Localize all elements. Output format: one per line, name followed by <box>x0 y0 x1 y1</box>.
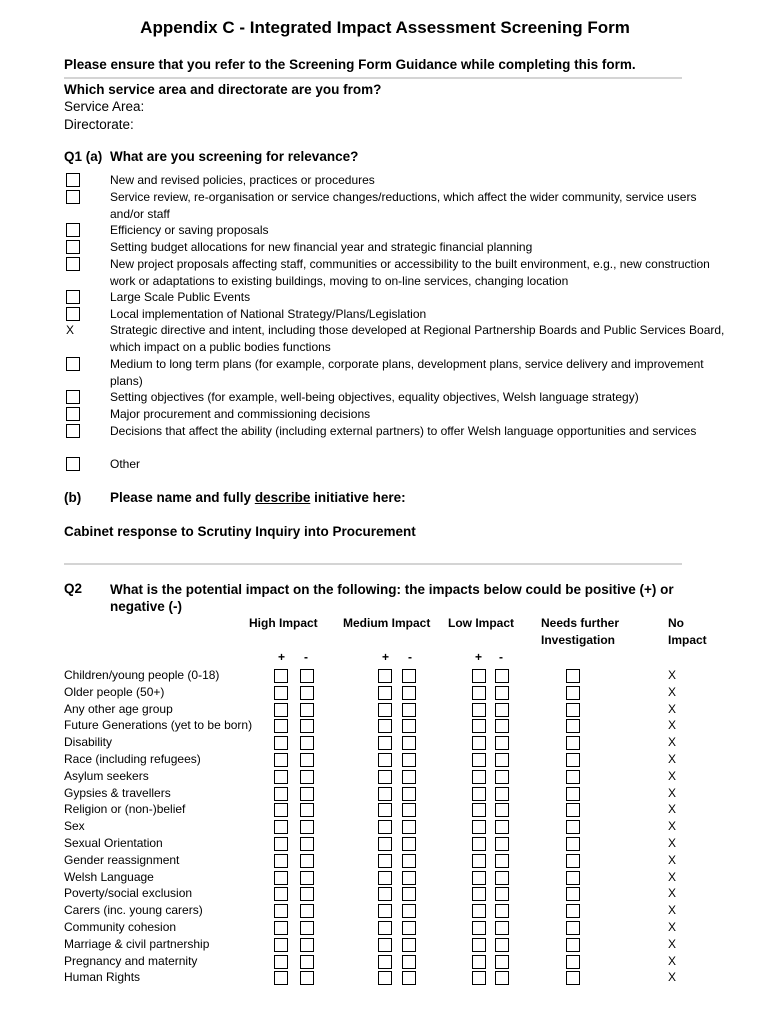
needs-investigation-checkbox[interactable] <box>566 736 580 750</box>
low-minus-checkbox[interactable] <box>495 938 509 952</box>
medium-plus-checkbox[interactable] <box>378 753 392 767</box>
high-plus-checkbox[interactable] <box>274 837 288 851</box>
low-minus-checkbox[interactable] <box>495 871 509 885</box>
impact-row-label: Asylum seekers <box>64 768 149 783</box>
low-minus-checkbox[interactable] <box>495 736 509 750</box>
high-plus-checkbox[interactable] <box>274 904 288 918</box>
q1-option-checkbox[interactable] <box>66 190 80 204</box>
low-plus-checkbox[interactable] <box>472 803 486 817</box>
medium-minus-checkbox[interactable] <box>402 904 416 918</box>
low-plus-header: + <box>475 650 483 664</box>
low-plus-checkbox[interactable] <box>472 904 486 918</box>
q1-option-label: New project proposals affecting staff, communities or accessibility to the built environment, e.g., new construction work or adaptations to existing buildings, moving to on-line services, changing location <box>110 257 710 288</box>
low-plus-checkbox[interactable] <box>472 719 486 733</box>
low-plus-checkbox[interactable] <box>472 753 486 767</box>
needs-investigation-checkbox[interactable] <box>566 955 580 969</box>
q1-number: Q1 (a) <box>64 149 103 164</box>
col-needs-line2: Investigation <box>541 633 616 647</box>
low-plus-checkbox[interactable] <box>472 820 486 834</box>
low-plus-checkbox[interactable] <box>472 887 486 901</box>
high-plus-checkbox[interactable] <box>274 703 288 717</box>
medium-plus-checkbox[interactable] <box>378 703 392 717</box>
q1-question: What are you screening for relevance? <box>110 149 359 164</box>
no-impact-mark[interactable]: X <box>668 953 677 968</box>
needs-investigation-checkbox[interactable] <box>566 871 580 885</box>
low-plus-checkbox[interactable] <box>472 955 486 969</box>
impact-row-label: Welsh Language <box>64 869 154 884</box>
q2-question: What is the potential impact on the following: the impacts below could be positive (+) or negative (-) <box>110 582 674 614</box>
low-plus-checkbox[interactable] <box>472 871 486 885</box>
no-impact-mark[interactable]: X <box>668 735 677 750</box>
medium-plus-checkbox[interactable] <box>378 904 392 918</box>
high-minus-checkbox[interactable] <box>300 837 314 851</box>
needs-investigation-checkbox[interactable] <box>566 971 580 985</box>
medium-minus-checkbox[interactable] <box>402 938 416 952</box>
medium-plus-checkbox[interactable] <box>378 770 392 784</box>
initiative-name[interactable]: Cabinet response to Scrutiny Inquiry into Procurement <box>64 524 416 539</box>
high-plus-checkbox[interactable] <box>274 887 288 901</box>
needs-investigation-checkbox[interactable] <box>566 803 580 817</box>
impact-row-label: Human Rights <box>64 970 141 985</box>
q1b-question-pre: Please name and fully <box>110 490 255 505</box>
no-impact-mark[interactable]: X <box>668 819 677 834</box>
high-plus-checkbox[interactable] <box>274 921 288 935</box>
no-impact-mark[interactable]: X <box>668 869 677 884</box>
medium-minus-header: - <box>408 650 412 664</box>
col-no-line2: Impact <box>668 633 707 647</box>
low-plus-checkbox[interactable] <box>472 921 486 935</box>
low-plus-checkbox[interactable] <box>472 854 486 868</box>
needs-investigation-checkbox[interactable] <box>566 719 580 733</box>
low-plus-checkbox[interactable] <box>472 703 486 717</box>
impact-row-label: Marriage & civil partnership <box>64 936 210 951</box>
impact-row-label: Gypsies & travellers <box>64 785 171 800</box>
medium-plus-checkbox[interactable] <box>378 669 392 683</box>
needs-investigation-checkbox[interactable] <box>566 820 580 834</box>
col-low-impact: Low Impact <box>448 616 515 630</box>
high-minus-header: - <box>304 650 308 664</box>
medium-plus-header: + <box>382 650 390 664</box>
q1b-question-post: initiative here: <box>310 490 406 505</box>
low-minus-checkbox[interactable] <box>495 820 509 834</box>
medium-plus-checkbox[interactable] <box>378 921 392 935</box>
q1-option-checkbox[interactable] <box>66 257 80 271</box>
medium-minus-checkbox[interactable] <box>402 753 416 767</box>
directorate-label[interactable]: Directorate: <box>64 117 134 132</box>
no-impact-mark[interactable]: X <box>668 718 677 733</box>
high-plus-header: + <box>278 650 286 664</box>
medium-plus-checkbox[interactable] <box>378 887 392 901</box>
no-impact-mark[interactable]: X <box>668 701 677 716</box>
medium-minus-checkbox[interactable] <box>402 770 416 784</box>
q1-option-checkbox[interactable] <box>66 424 80 438</box>
high-minus-checkbox[interactable] <box>300 871 314 885</box>
needs-investigation-checkbox[interactable] <box>566 904 580 918</box>
q1-option-label: Decisions that affect the ability (including external partners) to offer Welsh language opportunities and services <box>110 424 697 438</box>
q1-option-label: Local implementation of National Strategy/Plans/Legislation <box>110 307 427 321</box>
no-impact-mark[interactable]: X <box>668 802 677 817</box>
q1-option-checkbox[interactable] <box>66 457 80 471</box>
needs-investigation-checkbox[interactable] <box>566 854 580 868</box>
high-minus-checkbox[interactable] <box>300 921 314 935</box>
medium-minus-checkbox[interactable] <box>402 921 416 935</box>
low-plus-checkbox[interactable] <box>472 938 486 952</box>
no-impact-mark[interactable]: X <box>668 920 677 934</box>
service-question: Which service area and directorate are you from? <box>64 82 382 97</box>
low-minus-checkbox[interactable] <box>495 669 509 683</box>
no-impact-mark[interactable]: X <box>668 936 677 951</box>
high-minus-checkbox[interactable] <box>300 787 314 801</box>
medium-plus-checkbox[interactable] <box>378 736 392 750</box>
medium-minus-checkbox[interactable] <box>402 854 416 868</box>
impact-row-label: Race (including refugees) <box>64 752 201 766</box>
q1-option-checkbox[interactable] <box>66 173 80 187</box>
low-minus-checkbox[interactable] <box>495 921 509 935</box>
impact-row-label: Gender reassignment <box>64 852 180 867</box>
low-plus-checkbox[interactable] <box>472 837 486 851</box>
divider-top <box>64 77 682 79</box>
low-minus-checkbox[interactable] <box>495 955 509 969</box>
high-plus-checkbox[interactable] <box>274 753 288 767</box>
impact-row-label: Sexual Orientation <box>64 836 163 850</box>
no-impact-mark[interactable]: X <box>668 684 677 699</box>
high-minus-checkbox[interactable] <box>300 904 314 918</box>
q1b-question-underlined: describe <box>254 490 311 505</box>
impact-row-label: Poverty/social exclusion <box>64 886 193 901</box>
impact-row-label: Disability <box>64 735 113 750</box>
needs-investigation-checkbox[interactable] <box>566 787 580 801</box>
impact-row-label: Community cohesion <box>64 920 177 934</box>
low-minus-checkbox[interactable] <box>495 719 509 733</box>
needs-investigation-checkbox[interactable] <box>566 669 580 683</box>
low-minus-checkbox[interactable] <box>495 803 509 817</box>
q1-option-label: Setting objectives (for example, well-being objectives, equality objectives, Welsh language strategy) <box>110 390 639 404</box>
high-plus-checkbox[interactable] <box>274 787 288 801</box>
needs-investigation-checkbox[interactable] <box>566 837 580 851</box>
high-plus-checkbox[interactable] <box>274 669 288 683</box>
low-plus-checkbox[interactable] <box>472 686 486 700</box>
q1b-number: (b) <box>64 490 82 505</box>
low-minus-checkbox[interactable] <box>495 703 509 717</box>
high-plus-checkbox[interactable] <box>274 955 288 969</box>
medium-plus-checkbox[interactable] <box>378 955 392 969</box>
q2-number: Q2 <box>64 581 83 596</box>
q1-option-label: Major procurement and commissioning decisions <box>110 407 371 421</box>
high-minus-checkbox[interactable] <box>300 770 314 784</box>
needs-investigation-checkbox[interactable] <box>566 753 580 767</box>
medium-plus-checkbox[interactable] <box>378 719 392 733</box>
medium-plus-checkbox[interactable] <box>378 971 392 985</box>
needs-investigation-checkbox[interactable] <box>566 938 580 952</box>
col-needs-line1: Needs further <box>541 616 620 630</box>
low-minus-checkbox[interactable] <box>495 887 509 901</box>
impact-row-label: Carers (inc. young carers) <box>64 903 203 918</box>
low-minus-checkbox[interactable] <box>495 971 509 985</box>
medium-minus-checkbox[interactable] <box>402 955 416 969</box>
service-area-label[interactable]: Service Area: <box>64 99 145 114</box>
low-minus-checkbox[interactable] <box>495 787 509 801</box>
high-plus-checkbox[interactable] <box>274 854 288 868</box>
low-minus-checkbox[interactable] <box>495 904 509 918</box>
impact-row-label: Religion or (non-)belief <box>64 802 186 817</box>
q1-option-label: Other <box>110 457 141 471</box>
high-plus-checkbox[interactable] <box>274 971 288 985</box>
low-minus-checkbox[interactable] <box>495 770 509 784</box>
q1-option-checkbox[interactable] <box>66 307 80 321</box>
low-plus-checkbox[interactable] <box>472 770 486 784</box>
col-no-line1: No <box>668 616 684 630</box>
low-plus-checkbox[interactable] <box>472 669 486 683</box>
high-minus-checkbox[interactable] <box>300 854 314 868</box>
medium-minus-checkbox[interactable] <box>402 887 416 901</box>
impact-row-label: Children/young people (0-18) <box>64 668 220 682</box>
no-impact-mark[interactable]: X <box>668 903 677 918</box>
impact-row-label: Older people (50+) <box>64 684 165 699</box>
medium-plus-checkbox[interactable] <box>378 837 392 851</box>
no-impact-mark[interactable]: X <box>668 752 677 766</box>
medium-minus-checkbox[interactable] <box>402 787 416 801</box>
medium-minus-checkbox[interactable] <box>402 686 416 700</box>
high-minus-checkbox[interactable] <box>300 887 314 901</box>
medium-minus-checkbox[interactable] <box>402 971 416 985</box>
low-plus-checkbox[interactable] <box>472 736 486 750</box>
q1-option-checkbox[interactable] <box>66 223 80 237</box>
q1-option-checkbox[interactable] <box>66 357 80 371</box>
divider-initiative <box>64 563 682 565</box>
impact-row-label: Future Generations (yet to be born) <box>64 718 253 733</box>
high-plus-checkbox[interactable] <box>274 871 288 885</box>
no-impact-mark[interactable]: X <box>668 668 677 682</box>
col-medium-impact: Medium Impact <box>343 616 431 630</box>
impact-row-label: Pregnancy and maternity <box>64 953 198 968</box>
low-minus-checkbox[interactable] <box>495 854 509 868</box>
high-plus-checkbox[interactable] <box>274 686 288 700</box>
high-minus-checkbox[interactable] <box>300 719 314 733</box>
medium-plus-checkbox[interactable] <box>378 938 392 952</box>
low-plus-checkbox[interactable] <box>472 787 486 801</box>
high-plus-checkbox[interactable] <box>274 938 288 952</box>
guidance-instruction: Please ensure that you refer to the Screening Form Guidance while completing this form. <box>64 57 636 72</box>
q1-option-checkbox[interactable] <box>66 290 80 304</box>
medium-plus-checkbox[interactable] <box>378 871 392 885</box>
low-minus-checkbox[interactable] <box>495 686 509 700</box>
q1-option-checkmark[interactable]: X <box>66 323 75 337</box>
no-impact-mark[interactable]: X <box>668 852 677 867</box>
medium-minus-checkbox[interactable] <box>402 803 416 817</box>
q1-option-label: Efficiency or saving proposals <box>110 223 269 237</box>
no-impact-mark[interactable]: X <box>668 886 677 901</box>
high-minus-checkbox[interactable] <box>300 753 314 767</box>
medium-plus-checkbox[interactable] <box>378 803 392 817</box>
needs-investigation-checkbox[interactable] <box>566 887 580 901</box>
medium-minus-checkbox[interactable] <box>402 736 416 750</box>
high-plus-checkbox[interactable] <box>274 770 288 784</box>
q1-option-label: Setting budget allocations for new financial year and strategic financial planning <box>110 240 533 254</box>
high-minus-checkbox[interactable] <box>300 686 314 700</box>
no-impact-mark[interactable]: X <box>668 768 677 783</box>
medium-minus-checkbox[interactable] <box>402 669 416 683</box>
high-minus-checkbox[interactable] <box>300 703 314 717</box>
high-minus-checkbox[interactable] <box>300 803 314 817</box>
impact-row-label: Any other age group <box>64 701 173 716</box>
q1-option-checkbox[interactable] <box>66 407 80 421</box>
medium-minus-checkbox[interactable] <box>402 703 416 717</box>
low-minus-checkbox[interactable] <box>495 753 509 767</box>
medium-plus-checkbox[interactable] <box>378 820 392 834</box>
high-minus-checkbox[interactable] <box>300 736 314 750</box>
needs-investigation-checkbox[interactable] <box>566 703 580 717</box>
q1-option-label: New and revised policies, practices or procedures <box>110 173 375 187</box>
q1-option-label: Large Scale Public Events <box>110 290 251 304</box>
col-needs-investigation <box>541 615 619 649</box>
medium-plus-checkbox[interactable] <box>378 686 392 700</box>
high-minus-checkbox[interactable] <box>300 669 314 683</box>
medium-minus-checkbox[interactable] <box>402 820 416 834</box>
medium-plus-checkbox[interactable] <box>378 854 392 868</box>
q1-option-checkbox[interactable] <box>66 240 80 254</box>
low-plus-checkbox[interactable] <box>472 971 486 985</box>
q1-option-label: Strategic directive and intent, including those developed at Regional Partnership Boards and Public Services Board, which impact on a public bodies functions <box>110 323 725 354</box>
high-minus-checkbox[interactable] <box>300 955 314 969</box>
low-minus-header: - <box>499 650 503 664</box>
no-impact-mark[interactable]: X <box>668 785 677 800</box>
needs-investigation-checkbox[interactable] <box>566 686 580 700</box>
medium-minus-checkbox[interactable] <box>402 871 416 885</box>
no-impact-mark[interactable]: X <box>668 970 677 985</box>
high-minus-checkbox[interactable] <box>300 971 314 985</box>
high-plus-checkbox[interactable] <box>274 820 288 834</box>
high-plus-checkbox[interactable] <box>274 719 288 733</box>
col-high-impact: High Impact <box>249 616 318 630</box>
needs-investigation-checkbox[interactable] <box>566 770 580 784</box>
q1-option-label: Service review, re-organisation or service changes/reductions, which affect the wider community, service users and/or staff <box>110 190 697 221</box>
high-minus-checkbox[interactable] <box>300 938 314 952</box>
medium-minus-checkbox[interactable] <box>402 837 416 851</box>
q1b-question <box>110 490 406 505</box>
medium-minus-checkbox[interactable] <box>402 719 416 733</box>
form-title: Appendix C - Integrated Impact Assessment Screening Form <box>140 18 630 37</box>
q1-option-label: Medium to long term plans (for example, corporate plans, development plans, service delivery and improvement plans) <box>110 357 704 388</box>
high-plus-checkbox[interactable] <box>274 736 288 750</box>
needs-investigation-checkbox[interactable] <box>566 921 580 935</box>
high-minus-checkbox[interactable] <box>300 820 314 834</box>
col-no-impact <box>668 615 707 649</box>
no-impact-mark[interactable]: X <box>668 836 677 850</box>
impact-row-label: Sex <box>64 819 85 834</box>
high-plus-checkbox[interactable] <box>274 803 288 817</box>
q1-option-checkbox[interactable] <box>66 390 80 404</box>
low-minus-checkbox[interactable] <box>495 837 509 851</box>
medium-plus-checkbox[interactable] <box>378 787 392 801</box>
